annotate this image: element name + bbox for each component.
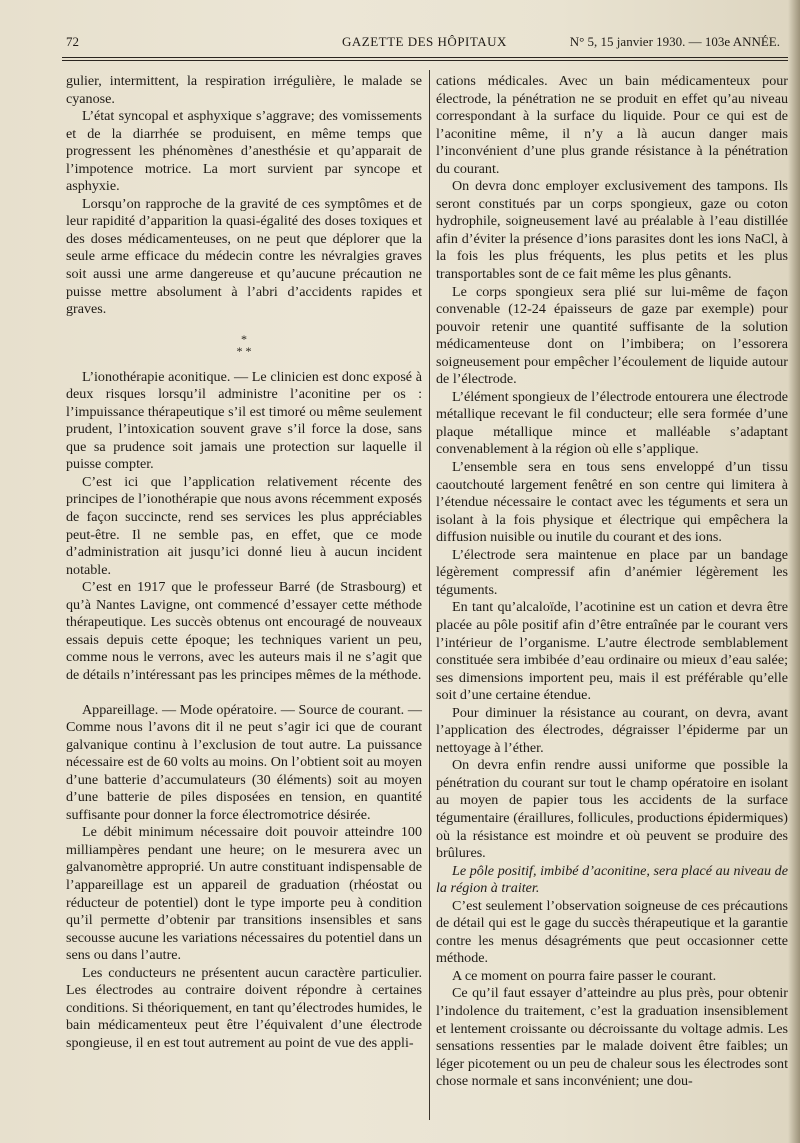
paragraph: Les conducteurs ne présentent aucun caractère particulier. Les électrodes au contraire doivent répondre à certaines conditions. Si théoriquement, en tant qu’électrodes humides, le bain médicamenteux peut être l’équivalent d’une électrode spongieuse, il en est tout autrement au point de vue des appli- — [66, 964, 422, 1051]
paragraph: C’est en 1917 que le professeur Barré (de Strasbourg) et qu’à Nantes Lavigne, ont commencé d’essayer cette méthode thérapeutique. Les succès obtenus ont encouragé de nouveaux essais depuis cette époque; les techniques varient un peu, comme nous le verrons, avec les auteurs mais il ne s’agit que de détails n’intéressant pas les principes mêmes de la méthode. — [66, 579, 422, 683]
right-column — [436, 73, 788, 1091]
issue-info: N° 5, 15 janvier 1930. — 103e ANNÉE. — [569, 34, 780, 49]
paragraph: L’état syncopal et asphyxique s’aggrave; des vomissements et de la diarrhée se produisent, en même temps que progressent les phénomènes d’anesthésie et qu’apparait de l’impotence motrice. La mort survient par syncope et asphyxie. — [66, 108, 422, 195]
section-gap — [66, 685, 422, 702]
header-rule-thin — [62, 60, 788, 61]
asterism — [66, 333, 422, 357]
paragraph: C’est ici que l’application relativement récente des principes de l’ionothérapie que nous avons récemment exposés de façon succincte, rend ses services les plus appréciables peut-être. Il ne semble pas, en effet, que ce mode d’administration ait jusqu’ici donné lieu à aucun incident notable. — [66, 473, 422, 578]
column-divider — [429, 70, 430, 1120]
paragraph: En tant qu’alcaloïde, l’acotinine est un cation et devra être placée au pôle positif afin d’être entraînée par le courant vers l’intérieur de l’organisme. L’autre électrode semblablement constituée sera imbibée d’eau ordinaire ou mieux d’eau salée; ses dimensions importent peu, mais il est préférable qu’elle soit d’une certaine étendue. — [436, 599, 788, 704]
paragraph: cations médicales. Avec un bain médicamenteux pour électrode, la pénétration ne se produit en effet qu’au niveau correspondant à la surface du liquide. Pour ce qui est de l’aconitine même, il n’y a là aucun danger mais l’inconvénient d’une plus grande résistance à la pénétration du courant. — [436, 73, 788, 177]
page-edge-shadow — [788, 0, 800, 1143]
asterism-top: * — [241, 331, 247, 346]
paragraph: L’ensemble sera en tous sens enveloppé d’un tissu caoutchouté largement fenêtré en son centre qui limitera à l’étendue nécessaire le contact avec les téguments et sera un isolant à la fois physique et électrique qui empêchera la diffusion nuisible ou inutile du courant et des ions. — [436, 459, 788, 546]
paragraph: L’élément spongieux de l’électrode entourera une électrode métallique recevant le fil conducteur; elle sera formée d’une plaque métallique mince et malléable s’adaptant convenablement à la région où elle s’applique. — [436, 388, 788, 458]
section-paragraph: L’ionothérapie aconitique. — Le clinicien est donc exposé à deux risques lorsqu’il administre l’aconitine per os : l’impuissance thérapeutique s’il est timoré ou même seulement prudent, l’intoxication souvent grave s’il force la dose, sans que sa prudence soit jamais une protection sur laquelle il puisse compter. — [66, 368, 422, 473]
paragraph: On devra enfin rendre aussi uniforme que possible la pénétration du courant sur tout le champ opératoire en isolant au moyen de papier tous les accidents de la surface tégumentaire (éraillures, follicules, productions épidermiques) où la résistance est moindre et où peuvent se produire des brûlures. — [436, 757, 788, 862]
header-rule-thick — [62, 57, 788, 58]
page-number: 72 — [66, 34, 79, 49]
paragraph: gulier, intermittent, la respiration irrégulière, le malade se cyanose. — [66, 73, 422, 107]
italic-paragraph: Le pôle positif, imbibé d’aconitine, sera placé au niveau de la région à traiter. — [436, 862, 788, 897]
paragraph: A ce moment on pourra faire passer le courant. — [452, 967, 717, 984]
running-header — [66, 32, 786, 52]
left-column — [66, 73, 422, 1052]
paragraph: Lorsqu’on rapproche de la gravité de ces symptômes et de leur rapidité d’apparition la quasi-égalité des doses toxiques et des doses médicamenteuses, on ne peut que déplorer que la seule arme efficace du médecin contre les névralgies graves soit aussi une arme dangereuse et qu’aucune précaution ne puisse mettre absolument à l’abri d’accidents rapides et graves. — [66, 195, 422, 318]
paragraph: L’électrode sera maintenue en place par un bandage légèrement compressif afin d’anémier légèrement les téguments. — [436, 546, 788, 598]
paragraph: Le débit minimum nécessaire doit pouvoir atteindre 100 milliampères pendant une heure; on le mesurera avec un galvanomètre approprié. Un autre constituant indispensable de l’appareillage est un appareil de graduation (rhéostat ou réducteur de potentiel) dont le type importe peu à condition qu’il permette d’obtenir par transitions insensibles et sans secousse aucune les variations nécessaires du potentiel dans un sens ou dans l’autre. — [66, 824, 422, 964]
paragraph: Pour diminuer la résistance au courant, on devra, avant l’application des électrodes, dégraisser l’épiderme par un nettoyage à l’éther. — [436, 704, 788, 756]
paragraph: Ce qu’il faut essayer d’atteindre au plus près, pour obtenir l’indolence du traitement, c’est la graduation insensiblement et lentement croissante ou décroissante du voltage admis. Les sensations ressenties par le malade doivent être faibles; un léger picotement ou un peu de chaleur sous les électrodes sont chose normale et sans inconvénient; une dou- — [436, 985, 788, 1090]
paragraph: Le corps spongieux sera plié sur lui-même de façon convenable (12-24 épaisseurs de gaze par exemple) pour pouvoir retenir une quantité suffisante de la solution médicamenteuse dont on l’imbibera; on l’essorera soigneusement pour empêcher l’écoulement de liquide autour de l’électrode. — [436, 283, 788, 388]
paragraph: On devra donc employer exclusivement des tampons. Ils seront constitués par un corps spongieux, gaze ou coton hydrophile, soigneusement lavé au préalable à l’eau distillée afin d’éviter la présence d’ions parasites dont les ions NaCl, à la fois les plus fréquents, les plus petits et les plus transportables sont de ce fait même les plus gênants. — [436, 178, 788, 283]
asterism-bottom: * * — [236, 343, 252, 358]
paragraph: C’est seulement l’observation soigneuse de ces précautions de détail qui est le gage du succès thérapeutique et la garantie contre les menus désagréments que peut occasionner cette méthode. — [436, 897, 788, 967]
section-heading-paragraph: Appareillage. — Mode opératoire. — Source de courant. — Comme nous l’avons dit il ne peut s’agir ici que de courant galvanique continu à l’exclusion de tout autre. La puissance nécessaire est de 60 volts au moins. On l’obtient soit au moyen d’une batterie d’accumulateurs (30 éléments) soit au moyen d’une batterie de piles disposées en tension, en quantité suffisante pour donner la force électromotrice désirée. — [66, 701, 422, 823]
journal-title: GAZETTE DES HÔPITAUX — [342, 34, 507, 49]
